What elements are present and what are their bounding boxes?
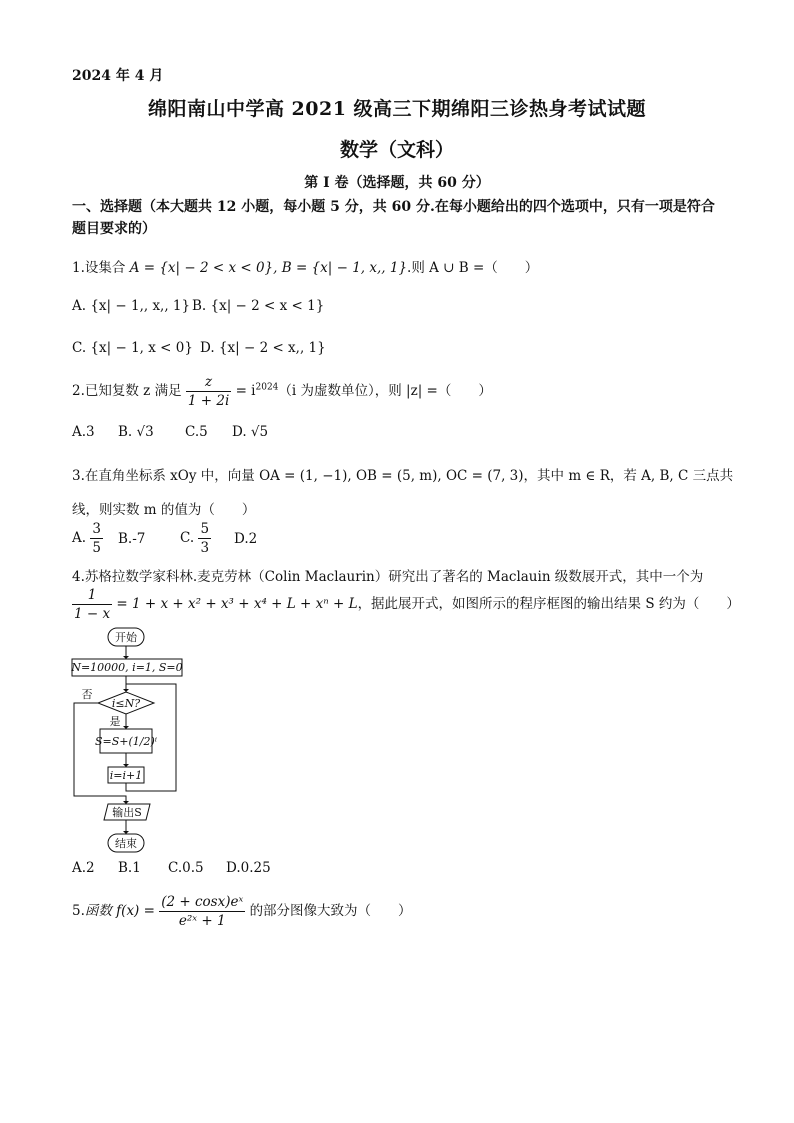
question-text: 已知复数 z 满足 [84, 383, 182, 399]
fraction-numerator: (2 + cosx)eˣ [161, 894, 244, 910]
question-3-line-2: 线，则实数 m 的值为（ ） [72, 502, 256, 518]
exam-subject: 数学（文科） [339, 139, 454, 161]
q3-option-b: B.-7 [118, 531, 146, 547]
q2-option-d: D. √5 [232, 424, 269, 440]
question-4-line-2 [72, 586, 740, 623]
fraction-numerator: z [186, 373, 231, 392]
question-number: 5. [72, 903, 85, 919]
question-number: 1. [72, 260, 85, 276]
q2-option-c: C.5 [185, 424, 208, 440]
arrowhead [123, 689, 129, 692]
option-label: A. [72, 530, 87, 546]
flowchart-yes-label: 是 [109, 715, 121, 728]
exponent: 2024 [255, 382, 279, 393]
fraction [159, 893, 245, 930]
q4-option-a: A.2 [72, 860, 95, 876]
part-heading: 第 I 卷（选择题，共 60 分） [304, 175, 490, 191]
fraction [90, 520, 103, 557]
flowchart-condition-label: i≤N? [111, 697, 141, 710]
fraction [198, 520, 211, 557]
question-text: 在直角坐标系 xOy 中，向量 OA = (1, −1), OB = (5, m), OC = (7, 3)，其中 m ∈ R，若 A, B, C 三点共 [84, 468, 734, 484]
fraction-denominator: 5 [92, 540, 101, 556]
q4-option-b: B.1 [118, 860, 141, 876]
q2-option-b: B. √3 [118, 424, 154, 440]
program-flowchart [70, 626, 190, 858]
fraction [186, 373, 231, 410]
q3-option-d: D.2 [234, 531, 258, 547]
question-suffix: （i 为虚数单位），则 |z| =（ ） [278, 383, 492, 399]
q1-option-b: B. {x| − 2 < x < 1} [192, 298, 325, 314]
fraction-denominator: 1 − x [74, 606, 111, 622]
fraction-denominator: e²ˣ + 1 [178, 913, 226, 929]
q1-option-d: D. {x| − 2 < x,, 1} [200, 340, 326, 356]
question-suffix: 的部分图像大致为（ ） [249, 903, 412, 919]
flowchart-start-label: 开始 [115, 631, 137, 644]
series-expansion: = 1 + x + x² + x³ + x⁴ + L + xⁿ + L [116, 596, 358, 612]
question-text: 函数 f(x) = [84, 903, 155, 919]
q4-option-d: D.0.25 [226, 860, 271, 876]
question-number: 4. [72, 569, 85, 585]
question-4-line-1 [72, 565, 703, 585]
fraction-numerator: 1 [72, 586, 112, 605]
exam-title: 绵阳南山中学高 2021 级高三下期绵阳三诊热身考试试题 [147, 98, 647, 120]
equation: = i [235, 383, 256, 399]
flowchart-update-i-label: i=i+1 [109, 769, 143, 782]
fraction-denominator: 1 + 2i [187, 393, 230, 409]
q3-option-c [180, 520, 211, 557]
q3-option-a [72, 520, 103, 557]
exam-date: 2024 年 4 月 [72, 68, 164, 84]
section-instructions: 一、选择题（本大题共 12 小题，每小题 5 分，共 60 分.在每小题给出的四个选项中，只有一项是符合题目要求的） [72, 199, 715, 237]
question-5-stem [72, 893, 412, 930]
question-1-stem [72, 256, 538, 276]
question-2-stem [72, 373, 492, 410]
fraction [72, 586, 112, 623]
set-b: , B = {x| − 1, x,, 1} [273, 260, 408, 276]
q1-option-c: C. {x| − 1, x < 0} [72, 340, 193, 356]
flowchart-output-label: 输出S [112, 806, 142, 819]
question-text: 设集合 [84, 260, 126, 276]
set-a: A = {x| − 2 < x < 0} [129, 260, 274, 276]
question-text: 苏格拉数学家科林.麦克劳林（Colin Maclaurin）研究出了著名的 Maclauin 级数展开式，其中一个为 [84, 569, 704, 585]
q2-option-a: A.3 [72, 424, 95, 440]
question-suffix: ，据此展开式，如图所示的程序框图的输出结果 S 约为（ ） [357, 596, 740, 612]
fraction-denominator: 3 [200, 540, 210, 556]
question-suffix: .则 A ∪ B =（ ） [407, 260, 539, 276]
fraction-numerator: 3 [92, 521, 101, 537]
question-number: 2. [72, 383, 85, 399]
option-label: C. [180, 530, 195, 546]
flowchart-no-label: 否 [81, 688, 93, 701]
flowchart-end-label: 结束 [115, 837, 137, 850]
flowchart-init-label: N=10000, i=1, S=0 [71, 661, 183, 674]
flowchart-update-s-label: S=S+(1/2)ⁱ [94, 735, 158, 748]
question-number: 3. [72, 468, 85, 484]
q1-option-a: A. {x| − 1,, x,, 1} [72, 298, 191, 314]
fraction-numerator: 5 [200, 521, 210, 537]
q4-option-c: C.0.5 [168, 860, 204, 876]
question-3-line-1 [72, 464, 733, 484]
